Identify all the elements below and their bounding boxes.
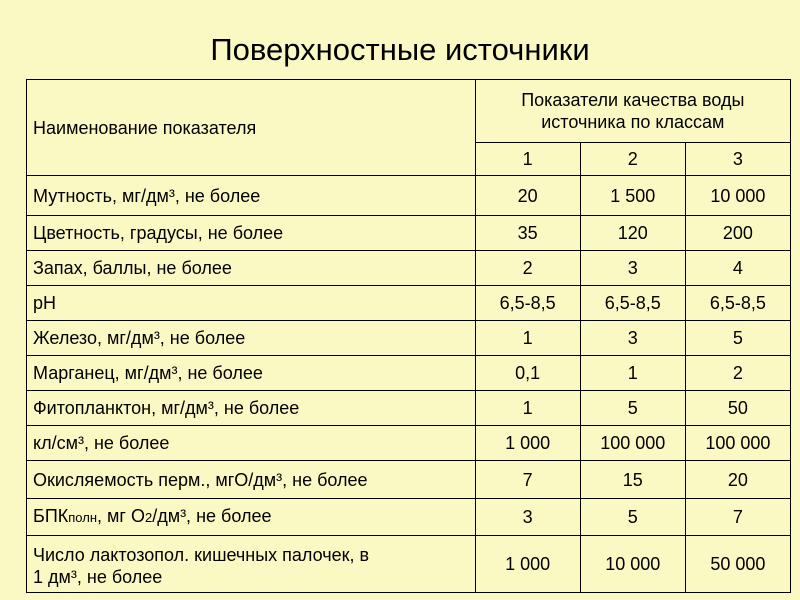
indicator-name: Запах, баллы, не более — [27, 251, 476, 286]
table-row — [27, 251, 791, 286]
indicator-name-suffix: /дм³, не более — [152, 506, 272, 526]
table-row — [27, 176, 791, 216]
class-value: 5 — [685, 321, 790, 356]
class-value: 5 — [580, 499, 685, 536]
quality-classes-header-line1: Показатели качества воды — [521, 90, 745, 110]
indicator-name-sub: 2 — [144, 510, 153, 525]
class-value: 2 — [475, 251, 580, 286]
table-row — [27, 461, 791, 499]
indicator-name-mid: , мг О — [97, 506, 145, 526]
class-value: 5 — [580, 391, 685, 426]
class-value: 7 — [475, 461, 580, 499]
class-value: 1 500 — [580, 176, 685, 216]
table-row — [27, 286, 791, 321]
indicator-name — [27, 499, 476, 536]
class-value: 3 — [475, 499, 580, 536]
class-value: 1 — [475, 391, 580, 426]
class-value: 10 000 — [685, 176, 790, 216]
class-value: 6,5-8,5 — [685, 286, 790, 321]
class-value: 50 000 — [685, 536, 790, 593]
class-value: 100 000 — [580, 426, 685, 461]
table-row — [27, 321, 791, 356]
class-number: 1 — [475, 143, 580, 176]
class-value: 1 — [580, 356, 685, 391]
indicator-name-line2: 1 дм³, не более — [33, 567, 163, 587]
quality-classes-header — [475, 80, 790, 143]
indicator-name: pH — [27, 286, 476, 321]
class-value: 1 — [475, 321, 580, 356]
indicator-name: Железо, мг/дм³, не более — [27, 321, 476, 356]
indicator-name: Мутность, мг/дм³, не более — [27, 176, 476, 216]
quality-classes-header-line2: источника по классам — [541, 112, 725, 132]
class-number: 3 — [685, 143, 790, 176]
class-value: 100 000 — [685, 426, 790, 461]
indicator-name: Цветность, градусы, не более — [27, 216, 476, 251]
water-quality-table — [26, 79, 791, 593]
page-title: Поверхностные источники — [210, 32, 590, 67]
class-value: 1 000 — [475, 536, 580, 593]
table-row — [27, 499, 791, 536]
class-value: 6,5-8,5 — [580, 286, 685, 321]
class-value: 6,5-8,5 — [475, 286, 580, 321]
indicator-name: кл/см³, не более — [27, 426, 476, 461]
class-value: 120 — [580, 216, 685, 251]
class-value: 50 — [685, 391, 790, 426]
table-row — [27, 356, 791, 391]
class-value: 1 000 — [475, 426, 580, 461]
table-row — [27, 216, 791, 251]
class-value: 3 — [580, 251, 685, 286]
class-value: 10 000 — [580, 536, 685, 593]
indicator-name: Фитопланктон, мг/дм³, не более — [27, 391, 476, 426]
class-value: 0,1 — [475, 356, 580, 391]
indicator-name: Окисляемость перм., мгО/дм³, не более — [27, 461, 476, 499]
table-row — [27, 391, 791, 426]
table-header-row — [27, 80, 791, 143]
table-row — [27, 426, 791, 461]
indicator-name-prefix: БПК — [33, 506, 69, 526]
class-value: 20 — [685, 461, 790, 499]
class-value: 3 — [580, 321, 685, 356]
table-row — [27, 536, 791, 593]
class-value: 15 — [580, 461, 685, 499]
indicator-name-line1: Число лактозопол. кишечных палочек, в — [33, 545, 370, 565]
indicator-name-header: Наименование показателя — [27, 80, 476, 176]
class-value: 4 — [685, 251, 790, 286]
class-value: 20 — [475, 176, 580, 216]
class-value: 7 — [685, 499, 790, 536]
indicator-name: Марганец, мг/дм³, не более — [27, 356, 476, 391]
indicator-name — [27, 536, 476, 593]
indicator-name-sub: полн — [68, 510, 97, 525]
class-value: 2 — [685, 356, 790, 391]
class-value: 200 — [685, 216, 790, 251]
class-value: 35 — [475, 216, 580, 251]
class-number: 2 — [580, 143, 685, 176]
